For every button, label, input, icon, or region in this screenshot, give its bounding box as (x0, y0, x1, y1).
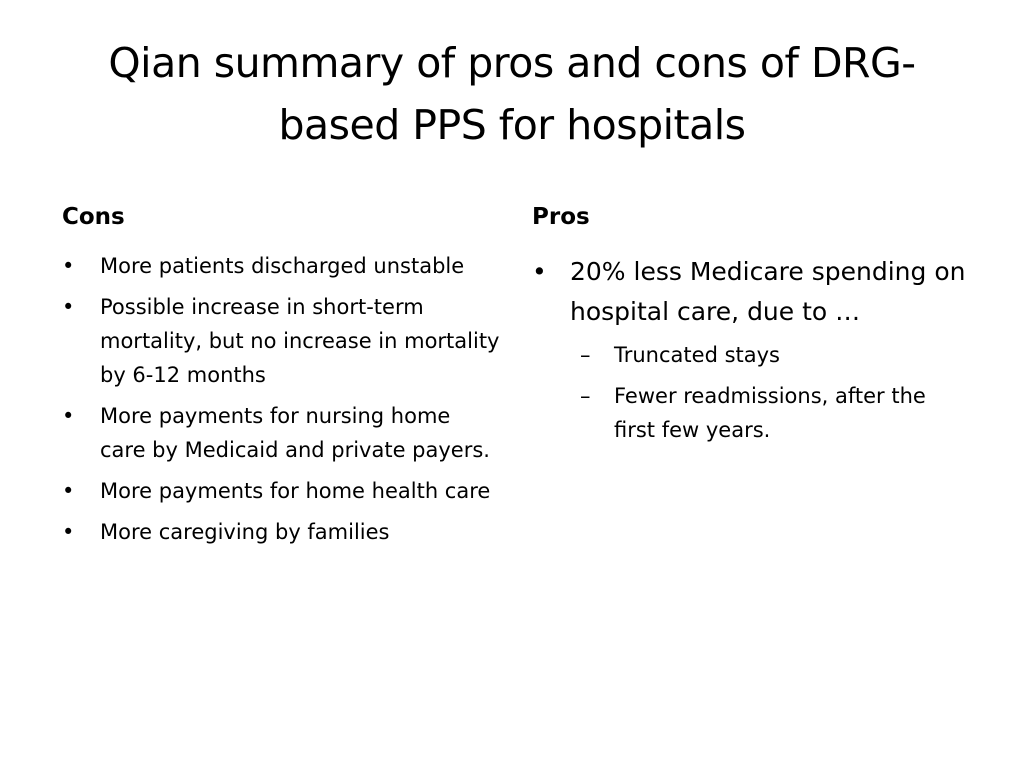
pros-heading: Pros (532, 204, 590, 230)
cons-item (62, 474, 502, 508)
cons-item (62, 290, 502, 392)
dash-icon: – (580, 384, 591, 408)
bullet-icon: • (532, 257, 547, 286)
pros-sub-list (570, 338, 972, 447)
pros-sub-item (570, 338, 972, 372)
cons-item (62, 515, 502, 549)
bullet-icon: • (62, 520, 75, 544)
pros-item (532, 252, 972, 447)
pros-list (532, 252, 972, 454)
cons-item-text: More payments for nursing home care by Medicaid and private payers. (100, 404, 490, 462)
cons-item-text: More payments for home health care (100, 479, 491, 503)
cons-heading: Cons (62, 204, 125, 230)
slide-title: Qian summary of pros and cons of DRG-based PPS for hospitals (108, 39, 916, 149)
cons-list (62, 249, 502, 556)
bullet-icon: • (62, 479, 75, 503)
pros-sub-item-text: Fewer readmissions, after the first few years. (614, 384, 926, 442)
pros-sub-item-text: Truncated stays (614, 343, 780, 367)
cons-item-text: More patients discharged unstable (100, 254, 465, 278)
cons-item (62, 399, 502, 467)
pros-item-text: 20% less Medicare spending on hospital care, due to … (570, 257, 966, 326)
cons-item-text: Possible increase in short-term mortality, but no increase in mortality by 6-12 months (100, 295, 500, 387)
dash-icon: – (580, 343, 591, 367)
cons-item (62, 249, 502, 283)
bullet-icon: • (62, 295, 75, 319)
cons-item-text: More caregiving by families (100, 520, 390, 544)
bullet-icon: • (62, 254, 75, 278)
pros-sub-item (570, 379, 972, 447)
bullet-icon: • (62, 404, 75, 428)
